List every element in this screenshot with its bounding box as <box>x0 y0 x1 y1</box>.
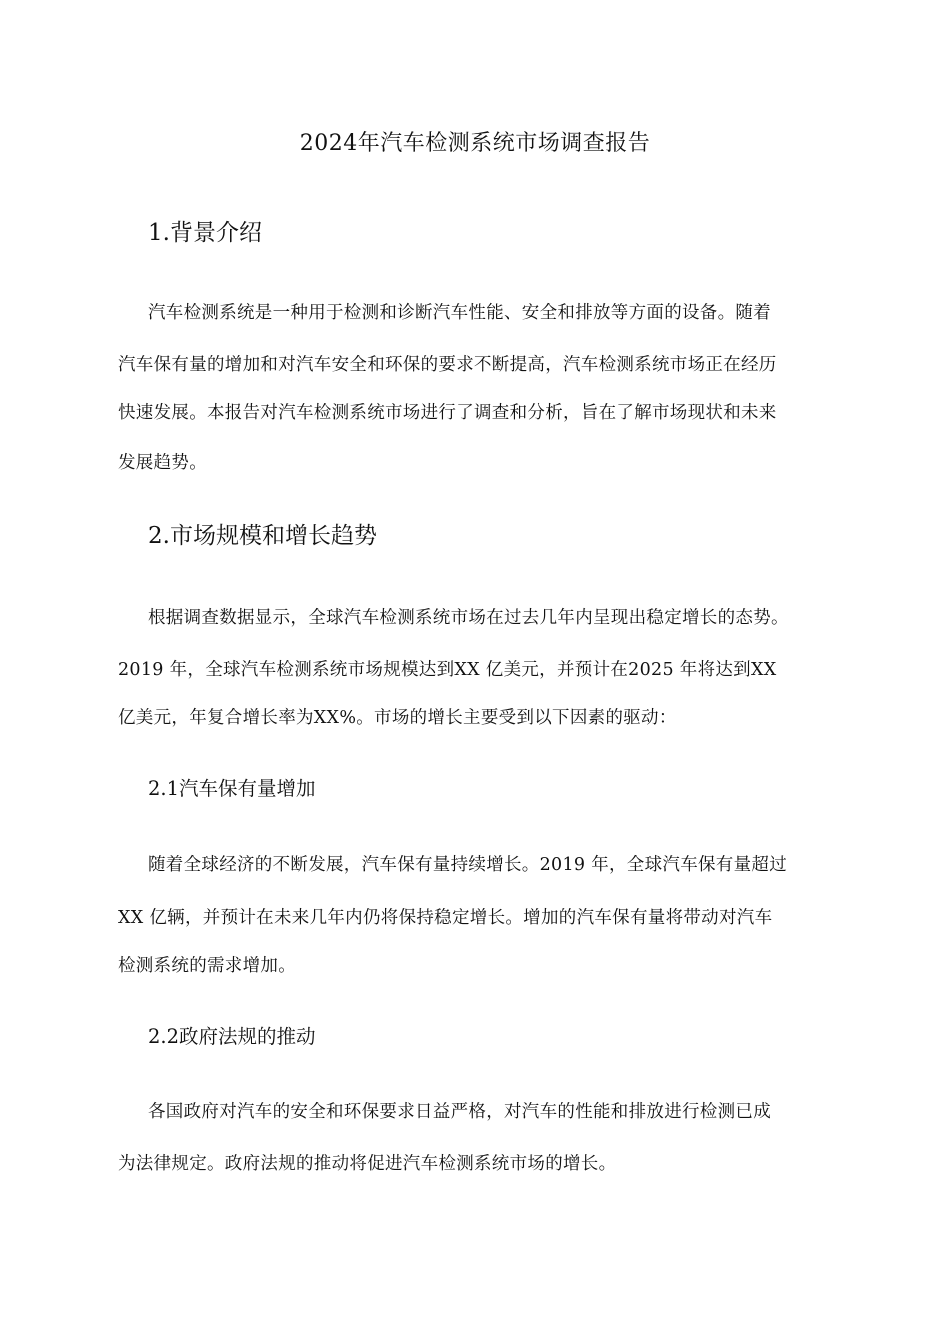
paragraph-line: 汽车检测系统是一种用于检测和诊断汽车性能、安全和排放等方面的设备。随着 <box>148 303 771 323</box>
paragraph-line: 根据调查数据显示，全球汽车检测系统市场在过去几年内呈现出稳定增长的态势。 <box>148 608 789 628</box>
section-heading-background: 1.背景介绍 <box>148 220 262 246</box>
document-title: 2024年汽车检测系统市场调查报告 <box>299 131 651 156</box>
paragraph-line: 2019 年，全球汽车检测系统市场规模达到XX 亿美元，并预计在2025 年将达到XX <box>118 660 777 680</box>
paragraph-line: 发展趋势。 <box>118 453 207 473</box>
paragraph-line: 汽车保有量的增加和对汽车安全和环保的要求不断提高，汽车检测系统市场正在经历 <box>118 355 777 375</box>
paragraph-line: XX 亿辆，并预计在未来几年内仍将保持稳定增长。增加的汽车保有量将带动对汽车 <box>118 908 773 928</box>
section-heading-vehicle-ownership: 2.1汽车保有量增加 <box>148 777 316 800</box>
paragraph-line: 随着全球经济的不断发展，汽车保有量持续增长。2019 年，全球汽车保有量超过 <box>148 855 787 875</box>
paragraph-line: 为法律规定。政府法规的推动将促进汽车检测系统市场的增长。 <box>118 1154 617 1174</box>
paragraph-line: 检测系统的需求增加。 <box>118 956 296 976</box>
paragraph-line: 快速发展。本报告对汽车检测系统市场进行了调查和分析，旨在了解市场现状和未来 <box>118 403 777 423</box>
paragraph-line: 亿美元，年复合增长率为XX%。市场的增长主要受到以下因素的驱动： <box>118 708 677 728</box>
paragraph-line: 各国政府对汽车的安全和环保要求日益严格，对汽车的性能和排放进行检测已成 <box>148 1102 771 1122</box>
section-heading-market-size: 2.市场规模和增长趋势 <box>148 523 377 549</box>
section-heading-government-regulation: 2.2政府法规的推动 <box>148 1025 316 1048</box>
